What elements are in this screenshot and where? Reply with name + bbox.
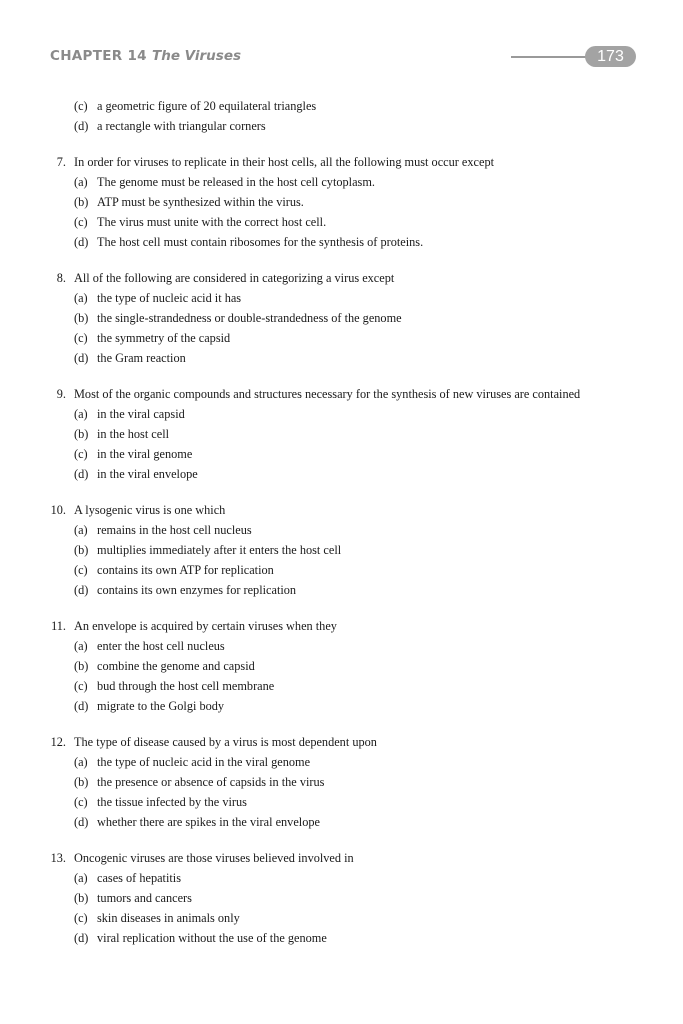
- option-text: contains its own enzymes for replication: [97, 583, 297, 597]
- option-text: viral replication without the use of the genome: [97, 931, 327, 945]
- option-text: contains its own ATP for replication: [97, 563, 274, 577]
- question-text: The type of disease caused by a virus is most dependent upon: [74, 735, 377, 749]
- option-item: [0, 172, 683, 192]
- option-label: (d): [74, 467, 89, 481]
- option-label: (c): [74, 911, 88, 925]
- option-text: the Gram reaction: [97, 351, 186, 365]
- option-item: [0, 288, 683, 308]
- option-label: (b): [74, 891, 89, 905]
- option-label: (a): [74, 639, 88, 653]
- option-label: (d): [74, 119, 89, 133]
- chapter-title: The Viruses: [152, 48, 242, 64]
- question-13: [0, 848, 683, 868]
- option-text: a rectangle with triangular corners: [97, 119, 266, 133]
- option-label: (c): [74, 447, 88, 461]
- option-text: the symmetry of the capsid: [97, 331, 231, 345]
- option-label: (c): [74, 99, 88, 113]
- option-item: [0, 404, 683, 424]
- question-text: Oncogenic viruses are those viruses believed involved in: [74, 851, 354, 865]
- question-text: A lysogenic virus is one which: [74, 503, 226, 517]
- option-label: (a): [74, 175, 88, 189]
- question-number: 9.: [56, 387, 66, 401]
- option-item: [0, 772, 683, 792]
- option-label: (d): [74, 235, 89, 249]
- option-text: the type of nucleic acid in the viral genome: [97, 755, 311, 769]
- question-number: 10.: [50, 503, 66, 517]
- question-number: 13.: [50, 851, 66, 865]
- option-text: ATP must be synthesized within the virus.: [97, 195, 304, 209]
- page-header: [50, 46, 640, 70]
- option-item: [0, 232, 683, 252]
- option-text: whether there are spikes in the viral envelope: [97, 815, 320, 829]
- option-item: [0, 212, 683, 232]
- option-label: (b): [74, 543, 89, 557]
- question-number: 12.: [50, 735, 66, 749]
- option-text: multiplies immediately after it enters the host cell: [97, 543, 342, 557]
- question-9: [0, 384, 683, 404]
- option-item: [0, 868, 683, 888]
- question-7: [0, 152, 683, 172]
- option-label: (d): [74, 699, 89, 713]
- option-item: [0, 792, 683, 812]
- option-item: [0, 580, 683, 600]
- option-item: [0, 192, 683, 212]
- option-label: (d): [74, 931, 89, 945]
- option-text: in the host cell: [97, 427, 170, 441]
- chapter-label: CHAPTER 14: [50, 48, 147, 64]
- option-text: enter the host cell nucleus: [97, 639, 225, 653]
- option-item: [0, 696, 683, 716]
- option-item: [0, 560, 683, 580]
- option-item: [0, 676, 683, 696]
- option-text: bud through the host cell membrane: [97, 679, 275, 693]
- option-item: [0, 520, 683, 540]
- option-label: (c): [74, 563, 88, 577]
- page-number: 173: [585, 46, 636, 67]
- option-label: (b): [74, 427, 89, 441]
- option-label: (a): [74, 407, 88, 421]
- question-8: [0, 268, 683, 288]
- option-label: (b): [74, 311, 89, 325]
- option-text: migrate to the Golgi body: [97, 699, 225, 713]
- option-text: the tissue infected by the virus: [97, 795, 247, 809]
- question-12: [0, 732, 683, 752]
- option-item: [0, 464, 683, 484]
- question-list: [0, 96, 683, 948]
- option-label: (c): [74, 679, 88, 693]
- question-10: [0, 500, 683, 520]
- option-text: the type of nucleic acid it has: [97, 291, 242, 305]
- option-label: (b): [74, 775, 89, 789]
- option-text: cases of hepatitis: [97, 871, 182, 885]
- option-label: (c): [74, 215, 88, 229]
- option-item: [0, 424, 683, 444]
- option-item: [0, 888, 683, 908]
- option-label: (d): [74, 583, 89, 597]
- option-text: combine the genome and capsid: [97, 659, 255, 673]
- option-text: the presence or absence of capsids in the virus: [97, 775, 325, 789]
- option-item: [0, 656, 683, 676]
- option-label: (c): [74, 795, 88, 809]
- option-item: [0, 348, 683, 368]
- header-rule: [511, 56, 591, 58]
- option-label: (d): [74, 351, 89, 365]
- question-number: 8.: [56, 271, 66, 285]
- option-text: remains in the host cell nucleus: [97, 523, 252, 537]
- option-text: in the viral capsid: [97, 407, 185, 421]
- option-text: a geometric figure of 20 equilateral triangles: [97, 99, 317, 113]
- option-label: (a): [74, 871, 88, 885]
- option-text: in the viral genome: [97, 447, 193, 461]
- option-label: (d): [74, 815, 89, 829]
- option-item: [0, 444, 683, 464]
- option-label: (a): [74, 291, 88, 305]
- question-number: 11.: [51, 619, 66, 633]
- option-text: The host cell must contain ribosomes for the synthesis of proteins.: [97, 235, 424, 249]
- question-text: An envelope is acquired by certain viruses when they: [74, 619, 337, 633]
- option-label: (c): [74, 331, 88, 345]
- option-text: skin diseases in animals only: [97, 911, 240, 925]
- option-item: [0, 752, 683, 772]
- option-item: [0, 308, 683, 328]
- option-item: [0, 96, 683, 116]
- option-label: (a): [74, 523, 88, 537]
- option-text: The virus must unite with the correct host cell.: [97, 215, 327, 229]
- question-text: All of the following are considered in categorizing a virus except: [74, 271, 395, 285]
- question-11: [0, 616, 683, 636]
- option-label: (a): [74, 755, 88, 769]
- option-text: in the viral envelope: [97, 467, 198, 481]
- question-text: Most of the organic compounds and structures necessary for the synthesis of new viruses are contained: [74, 387, 581, 401]
- option-item: [0, 540, 683, 560]
- option-text: the single-strandedness or double-strandedness of the genome: [97, 311, 402, 325]
- option-label: (b): [74, 195, 89, 209]
- question-text: In order for viruses to replicate in their host cells, all the following must occur except: [74, 155, 495, 169]
- option-item: [0, 812, 683, 832]
- question-number: 7.: [56, 155, 66, 169]
- option-item: [0, 908, 683, 928]
- option-item: [0, 636, 683, 656]
- option-label: (b): [74, 659, 89, 673]
- option-item: [0, 116, 683, 136]
- option-text: The genome must be released in the host cell cytoplasm.: [97, 175, 375, 189]
- option-text: tumors and cancers: [97, 891, 192, 905]
- option-item: [0, 328, 683, 348]
- option-item: [0, 928, 683, 948]
